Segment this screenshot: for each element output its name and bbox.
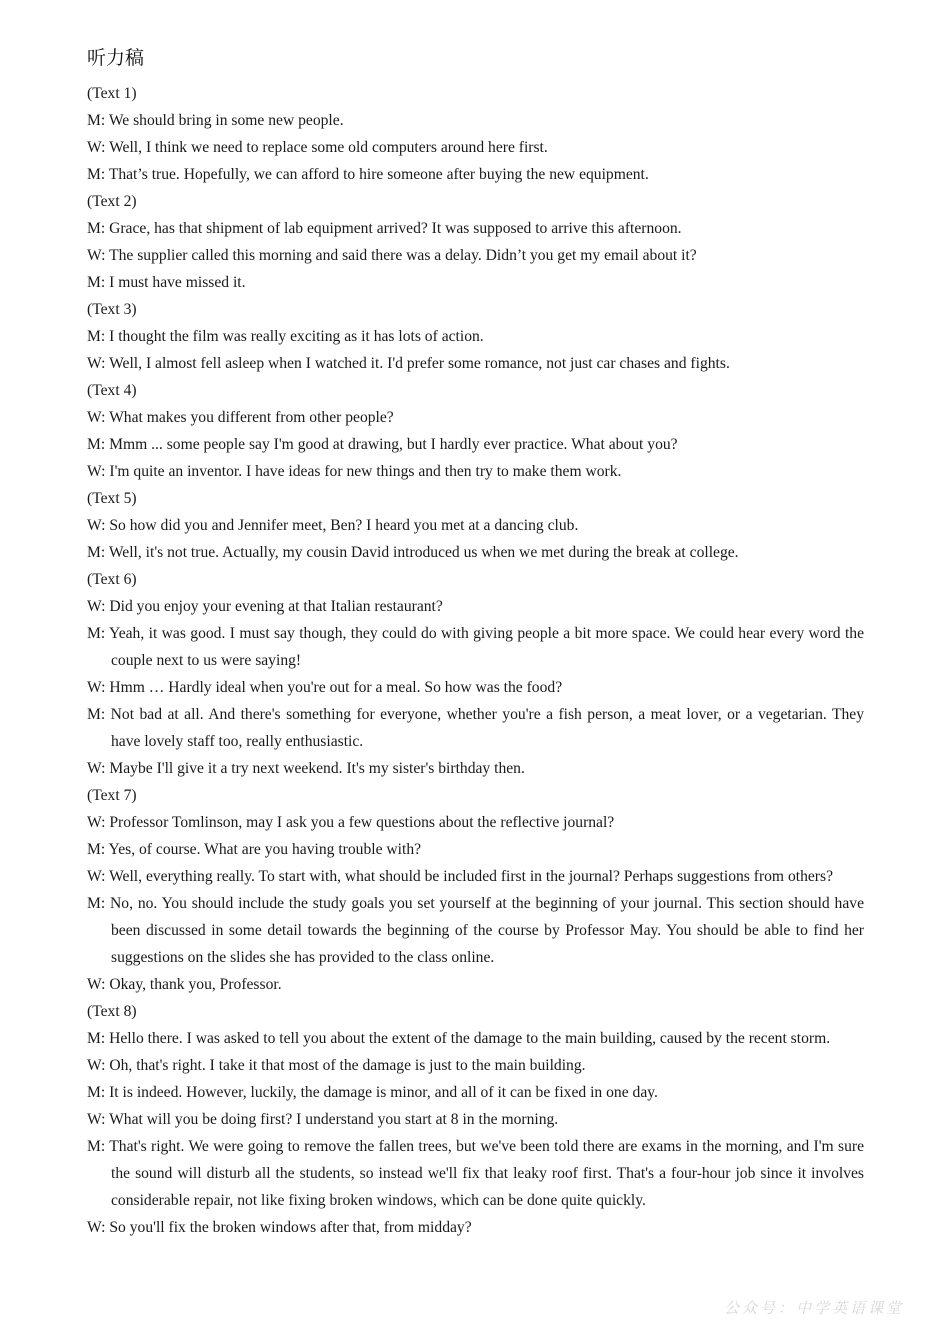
section-header: (Text 7) [87, 787, 137, 804]
dialogue-line: M: We should bring in some new people. [87, 112, 344, 129]
dialogue-line: W: So how did you and Jennifer meet, Ben? I heard you met at a dancing club. [87, 517, 579, 534]
dialogue-line: M: Yes, of course. What are you having trouble with? [87, 841, 422, 858]
section-header: (Text 6) [87, 571, 137, 588]
dialogue-line: W: Did you enjoy your evening at that Italian restaurant? [87, 598, 443, 615]
dialogue-line: M: Well, it's not true. Actually, my cousin David introduced us when we met during the break at college. [87, 544, 739, 561]
transcript-page [87, 44, 864, 1241]
dialogue-line: W: Hmm … Hardly ideal when you're out for a meal. So how was the food? [87, 679, 563, 696]
dialogue-line: M: No, no. You should include the study goals you set yourself at the beginning of your journal. This section should have been discussed in some detail towards the beginning of the course by Professor May. You should be able to find her suggestions on the slides she has provided to the class online. [87, 895, 864, 966]
section-header: (Text 2) [87, 193, 137, 210]
dialogue-line: W: Well, I almost fell asleep when I watched it. I'd prefer some romance, not just car chases and fights. [87, 355, 730, 372]
dialogue-line: W: Well, I think we need to replace some old computers around here first. [87, 139, 548, 156]
dialogue-line: W: Oh, that's right. I take it that most of the damage is just to the main building. [87, 1057, 586, 1074]
dialogue-line: M: Not bad at all. And there's something for everyone, whether you're a fish person, a meat lover, or a vegetarian. They have lovely staff too, really enthusiastic. [87, 706, 864, 750]
dialogue-line: M: I thought the film was really exciting as it has lots of action. [87, 328, 484, 345]
dialogue-line: W: Maybe I'll give it a try next weekend. It's my sister's birthday then. [87, 760, 525, 777]
dialogue-line: W: So you'll fix the broken windows after that, from midday? [87, 1219, 472, 1236]
dialogue-line: M: Grace, has that shipment of lab equipment arrived? It was supposed to arrive this afternoon. [87, 220, 682, 237]
dialogue-line: M: Hello there. I was asked to tell you about the extent of the damage to the main building, caused by the recent storm. [87, 1030, 831, 1047]
section-header: (Text 4) [87, 382, 137, 399]
watermark: 公众号：中学英语课堂 [723, 1299, 904, 1317]
transcript-body [87, 80, 864, 1241]
document-title: 听力稿 [87, 47, 145, 69]
dialogue-line: W: Well, everything really. To start with, what should be included first in the journal? Perhaps suggestions from others? [87, 868, 833, 885]
dialogue-line: M: It is indeed. However, luckily, the damage is minor, and all of it can be fixed in one day. [87, 1084, 658, 1101]
dialogue-line: M: Yeah, it was good. I must say though, they could do with giving people a bit more space. We could hear every word the couple next to us were saying! [87, 625, 864, 669]
section-header: (Text 5) [87, 490, 137, 507]
dialogue-line: W: Okay, thank you, Professor. [87, 976, 282, 993]
dialogue-line: M: That's right. We were going to remove the fallen trees, but we've been told there are exams in the morning, and I'm sure the sound will disturb all the students, so instead we'll fix that leaky roof first. That's a four-hour job since it involves considerable repair, not like fixing broken windows, which can be done quite quickly. [87, 1138, 864, 1209]
dialogue-line: M: Mmm ... some people say I'm good at drawing, but I hardly ever practice. What about you? [87, 436, 678, 453]
dialogue-line: W: I'm quite an inventor. I have ideas for new things and then try to make them work. [87, 463, 622, 480]
section-header: (Text 8) [87, 1003, 137, 1020]
section-header: (Text 1) [87, 85, 137, 102]
dialogue-line: W: The supplier called this morning and said there was a delay. Didn’t you get my email about it? [87, 247, 697, 264]
dialogue-line: W: What will you be doing first? I understand you start at 8 in the morning. [87, 1111, 559, 1128]
section-header: (Text 3) [87, 301, 137, 318]
dialogue-line: M: I must have missed it. [87, 274, 246, 291]
dialogue-line: W: What makes you different from other people? [87, 409, 394, 426]
dialogue-line: M: That’s true. Hopefully, we can afford to hire someone after buying the new equipment. [87, 166, 649, 183]
dialogue-line: W: Professor Tomlinson, may I ask you a few questions about the reflective journal? [87, 814, 615, 831]
